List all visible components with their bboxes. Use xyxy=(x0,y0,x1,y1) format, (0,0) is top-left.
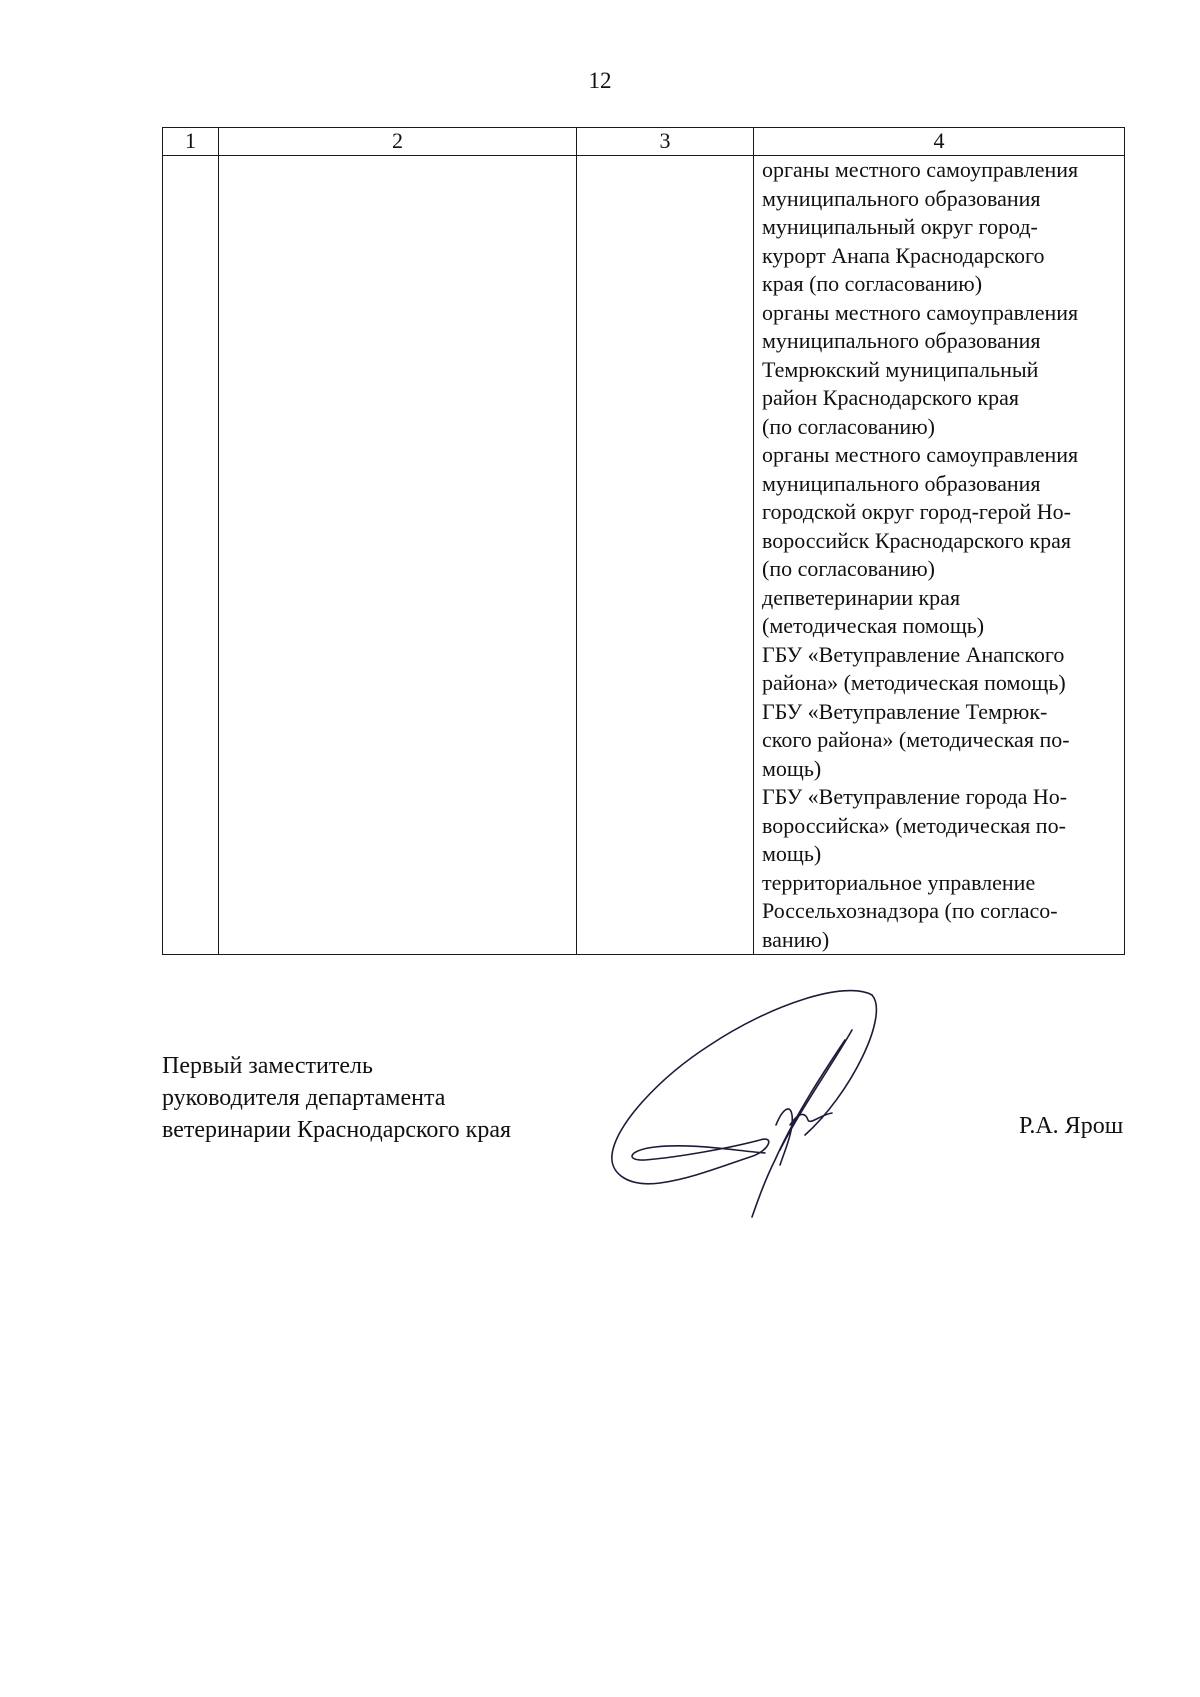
responsible-line: органы местного самоуправления xyxy=(762,299,1079,325)
responsible-line: Россельхознадзора (по согласо- xyxy=(762,898,1058,923)
signatory-title xyxy=(162,1050,511,1146)
responsible-line: ГБУ «Ветуправление Темрюк- xyxy=(762,698,1048,724)
responsible-line: муниципальный округ город- xyxy=(762,214,1038,239)
table-row xyxy=(163,156,1125,955)
responsible-line: территориальное управление xyxy=(762,869,1036,895)
responsible-line: вороссийска» (методическая по- xyxy=(762,812,1066,838)
column-header-2: 2 xyxy=(219,128,577,156)
responsible-line: мощь) xyxy=(762,755,822,781)
responsible-line: (по согласованию) xyxy=(762,413,935,439)
responsible-line: Темрюкский муниципальный xyxy=(762,356,1039,382)
responsible-line: ского района» (методическая по- xyxy=(762,727,1070,752)
signatory-title-line: руководителя департамента xyxy=(162,1085,446,1111)
signatory-title-line: Первый заместитель xyxy=(162,1053,373,1079)
responsible-line: органы местного самоуправления xyxy=(762,157,1079,182)
table-header-row xyxy=(163,128,1125,156)
responsible-line: район Краснодарского края xyxy=(762,385,1019,410)
responsible-line: ванию) xyxy=(762,926,830,952)
responsible-line: муниципального образования xyxy=(762,328,1041,353)
responsible-line: мощь) xyxy=(762,841,822,866)
signatory-title-line: ветеринарии Краснодарского края xyxy=(162,1117,512,1143)
responsible-line: ГБУ «Ветуправление Анапского xyxy=(762,641,1065,667)
table-cell-col3 xyxy=(577,156,754,955)
responsible-line: (по согласованию) xyxy=(762,556,935,581)
responsible-parties-cell xyxy=(754,156,1125,955)
page-number: 12 xyxy=(588,68,612,93)
signatory-name: Р.А. Ярош xyxy=(1019,1113,1124,1139)
responsible-line: депветеринарии края xyxy=(762,584,961,610)
column-header-1: 1 xyxy=(163,128,219,156)
table-cell-col2 xyxy=(219,156,577,955)
column-header-4: 4 xyxy=(754,128,1125,156)
measures-table xyxy=(162,127,1125,955)
table-cell-col1 xyxy=(163,156,219,955)
handwritten-signature xyxy=(600,985,890,1235)
responsible-line: городской округ город-герой Но- xyxy=(762,499,1071,524)
responsible-line: органы местного самоуправления xyxy=(762,442,1079,467)
responsible-line: курорт Анапа Краснодарского xyxy=(762,242,1045,268)
responsible-line: ГБУ «Ветуправление города Но- xyxy=(762,784,1068,809)
responsible-line: края (по согласованию) xyxy=(762,271,983,296)
responsible-line: вороссийск Краснодарского края xyxy=(762,527,1071,553)
responsible-line: района» (методическая помощь) xyxy=(762,670,1066,695)
responsible-line: муниципального образования xyxy=(762,470,1041,496)
responsible-line: (методическая помощь) xyxy=(762,613,985,638)
column-header-3: 3 xyxy=(577,128,754,156)
responsible-line: муниципального образования xyxy=(762,185,1041,211)
